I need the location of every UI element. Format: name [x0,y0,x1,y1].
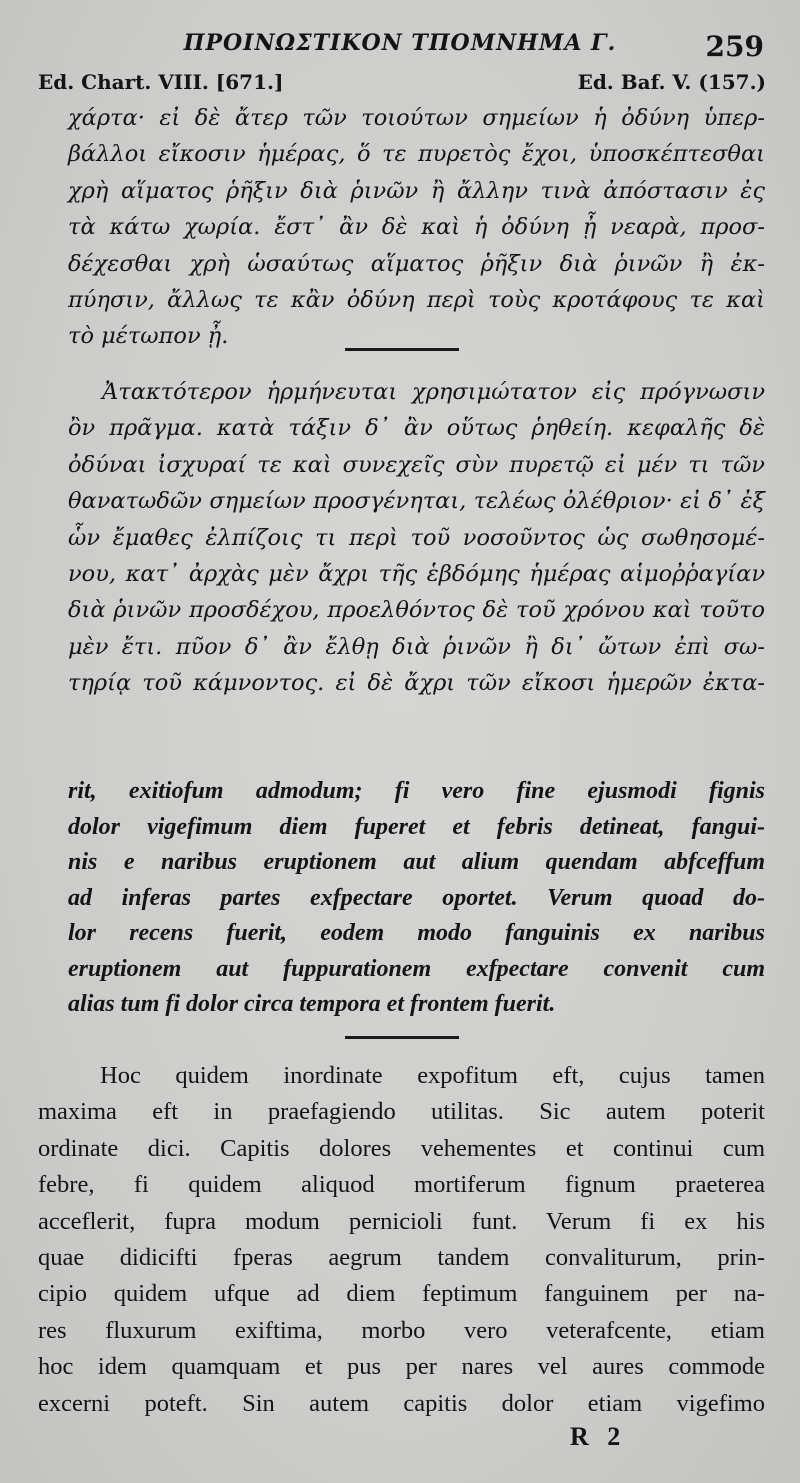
text-line: θανατωδῶν σημείων προσγένηται, τελέως ὀλέθριον· εἰ δ᾽ ἐξ [68,488,765,515]
edition-line [38,70,766,96]
text-line: μὲν ἔτι. πῦον δ᾽ ἂν ἔλθῃ διὰ ῥινῶν ἢ δι᾽ ὤτων ἐπὶ σω- [68,633,765,660]
text-line: nis e naribus eruptionem aut alium quendam abfceffum [68,849,765,875]
text-line: alias tum fi dolor circa tempora et frontem fuerit. [68,991,556,1017]
running-title: ΠΡΟΙΝΩΣΤΙΚΟΝ ΤΠΟΜΝΗΜΑ Γ. [183,30,617,56]
latin-translation-italic [68,774,765,1023]
text-line: hoc idem quamquam et pus per nares vel aures commode [38,1353,765,1381]
text-line: cipio quidem ufque ad diem feptimum fanguinem per na- [38,1280,765,1308]
text-line: τηρίᾳ τοῦ κάμνοντος. εἰ δὲ ἄχρι τῶν εἴκοσι ἡμερῶν ἐκτα- [68,670,765,697]
text-line: πύησιν, ἄλλως τε κἂν ὀδύνη περὶ τοὺς κροτάφους τε καὶ [68,286,765,313]
section-divider [345,348,459,351]
text-line: δέχεσθαι χρὴ ὡσαύτως αἵματος ῥῆξιν διὰ ῥινῶν ἢ ἐκ- [68,250,765,277]
text-line: χρὴ αἵματος ῥῆξιν διὰ ῥινῶν ἢ ἄλλην τινὰ ἀπόστασιν ἐς [68,177,765,204]
page-number: 259 [705,30,764,63]
text-line: τὸ μέτωπον ᾖ. [68,323,229,350]
text-line: ὂν πρᾶγμα. κατὰ τάξιν δ᾽ ἂν οὕτως ῥηθείη. κεφαλῆς δὲ [68,415,765,442]
text-line: quae didicifti fperas aegrum tandem convaliturum, prin- [38,1243,765,1271]
text-line: Ἀτακτότερον ἡρμήνευται χρησιμώτατον εἰς πρόγνωσιν [102,379,765,405]
signature-mark: R 2 [570,1422,627,1451]
text-line: maxima eft in praefagiendo utilitas. Sic autem poterit [38,1098,765,1126]
text-line: dolor vigefimum diem fuperet et febris detineat, fangui- [68,813,765,840]
text-line: Hoc quidem inordinate expofitum eft, cujus tamen [100,1062,765,1089]
running-head [0,30,800,64]
text-line: ὧν ἔμαθες ἐλπίζοις τι περὶ τοῦ νοσοῦντος ὡς σωθησομέ- [68,524,765,551]
section-divider [345,1036,459,1039]
text-line: διὰ ῥινῶν προσδέχου, προελθόντος δὲ τοῦ χρόνου καὶ τοῦτο [68,597,765,624]
text-line: febre, fi quidem aliquod mortiferum fignum praeterea [38,1171,765,1199]
text-line: ὀδύναι ἰσχυραί τε καὶ συνεχεῖς σὺν πυρετῷ εἰ μέν τι τῶν [68,451,765,478]
text-line: rit, exitiofum admodum; fi vero fine ejusmodi fignis [68,778,765,804]
latin-commentary-roman [38,1058,765,1422]
text-line: excerni poteft. Sin autem capitis dolor etiam vigefimo [38,1389,765,1417]
text-line: βάλλοι εἴκοσιν ἡμέρας, ὅ τε πυρετὸς ἔχοι, ὑποσκέπτεσθαι [68,141,765,168]
edition-reference-chartier: Ed. Chart. VIII. [671.] [38,70,284,94]
text-line: ordinate dici. Capitis dolores vehementes et continui cum [38,1134,765,1162]
text-line: eruptionem aut fuppurationem exfpectare convenit cum [68,955,765,982]
text-line: lor recens fuerit, eodem modo fanguinis ex naribus [68,920,765,946]
edition-reference-basel: Ed. Baf. V. (157.) [577,70,766,94]
text-line: res fluxurum exiftima, morbo vero veterafcente, etiam [38,1316,765,1344]
text-line: χάρτα· εἰ δὲ ἄτερ τῶν τοιούτων σημείων ἡ ὀδύνη ὑπερ- [68,105,765,131]
greek-paragraph-1 [68,100,765,355]
text-line: τὰ κάτω χωρία. ἔστ᾽ ἂν δὲ καὶ ἡ ὀδύνη ᾖ νεαρὰ, προσ- [68,214,765,241]
text-line: νου, κατ᾽ ἀρχὰς μὲν ἄχρι τῆς ἑβδόμης ἡμέρας αἱμοῤῥαγίαν [68,560,765,587]
text-line: acceflerit, fupra modum pernicioli funt. Verum fi ex his [38,1207,765,1235]
greek-paragraph-2 [68,374,765,702]
text-line: ad inferas partes exfpectare oportet. Verum quoad do- [68,884,765,911]
